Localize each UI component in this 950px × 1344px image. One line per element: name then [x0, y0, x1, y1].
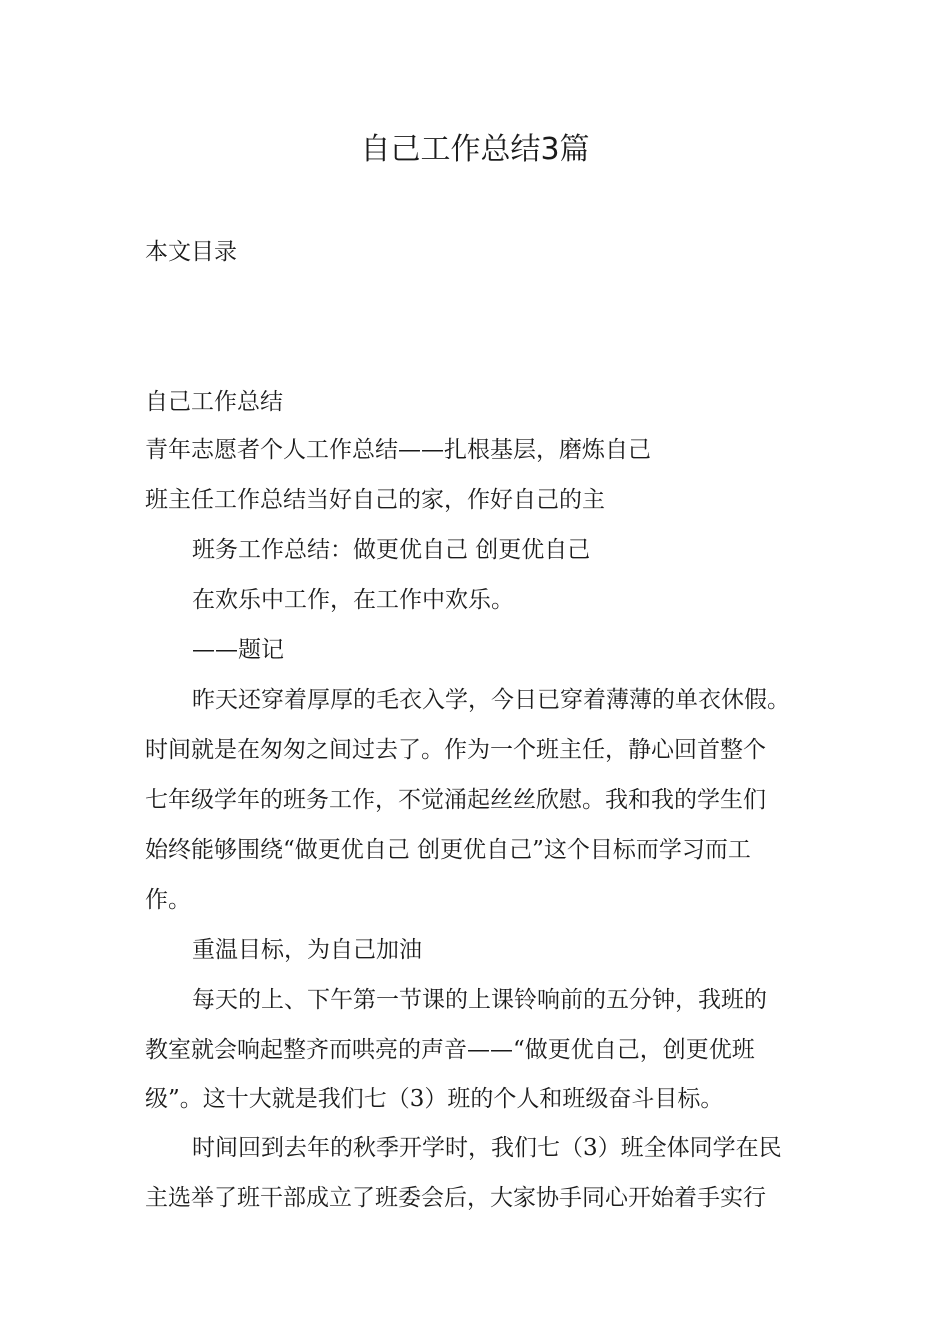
paragraph2-line-2: 教室就会响起整齐而哄亮的声音——“做更优自己，创更优班: [145, 1037, 755, 1063]
article-heading: 班务工作总结：做更优自己 创更优自己: [192, 537, 591, 563]
document-title: 自己工作总结3篇: [360, 132, 590, 167]
paragraph1-line-2: 时间就是在匆匆之间过去了。作为一个班主任，静心回首整个: [145, 737, 766, 763]
epigraph: 在欢乐中工作，在工作中欢乐。: [192, 587, 514, 613]
paragraph1-line-5: 作。: [145, 887, 191, 913]
section-heading: 重温目标，为自己加油: [192, 937, 422, 963]
paragraph2-line-3: 级”。这十大就是我们七（3）班的个人和班级奋斗目标。: [145, 1086, 724, 1112]
epigraph-source: ——题记: [192, 637, 284, 663]
paragraph3-line-2: 主选举了班干部成立了班委会后，大家协手同心开始着手实行: [145, 1185, 766, 1211]
paragraph1-line-4: 始终能够围绕“做更优自己 创更优自己”这个目标而学习而工: [145, 837, 751, 863]
toc-item-3[interactable]: 班主任工作总结当好自己的家，作好自己的主: [145, 487, 605, 513]
paragraph1-line-3: 七年级学年的班务工作，不觉涌起丝丝欣慰。我和我的学生们: [145, 787, 766, 813]
paragraph3-line-1: 时间回到去年的秋季开学时，我们七（3）班全体同学在民: [192, 1135, 782, 1161]
paragraph1-line-1: 昨天还穿着厚厚的毛衣入学，今日已穿着薄薄的单衣休假。: [192, 687, 790, 713]
toc-heading: 本文目录: [145, 239, 237, 265]
toc-item-2[interactable]: 青年志愿者个人工作总结——扎根基层，磨炼自己: [145, 437, 651, 463]
toc-item-1[interactable]: 自己工作总结: [145, 389, 283, 415]
paragraph2-line-1: 每天的上、下午第一节课的上课铃响前的五分钟，我班的: [192, 987, 767, 1013]
